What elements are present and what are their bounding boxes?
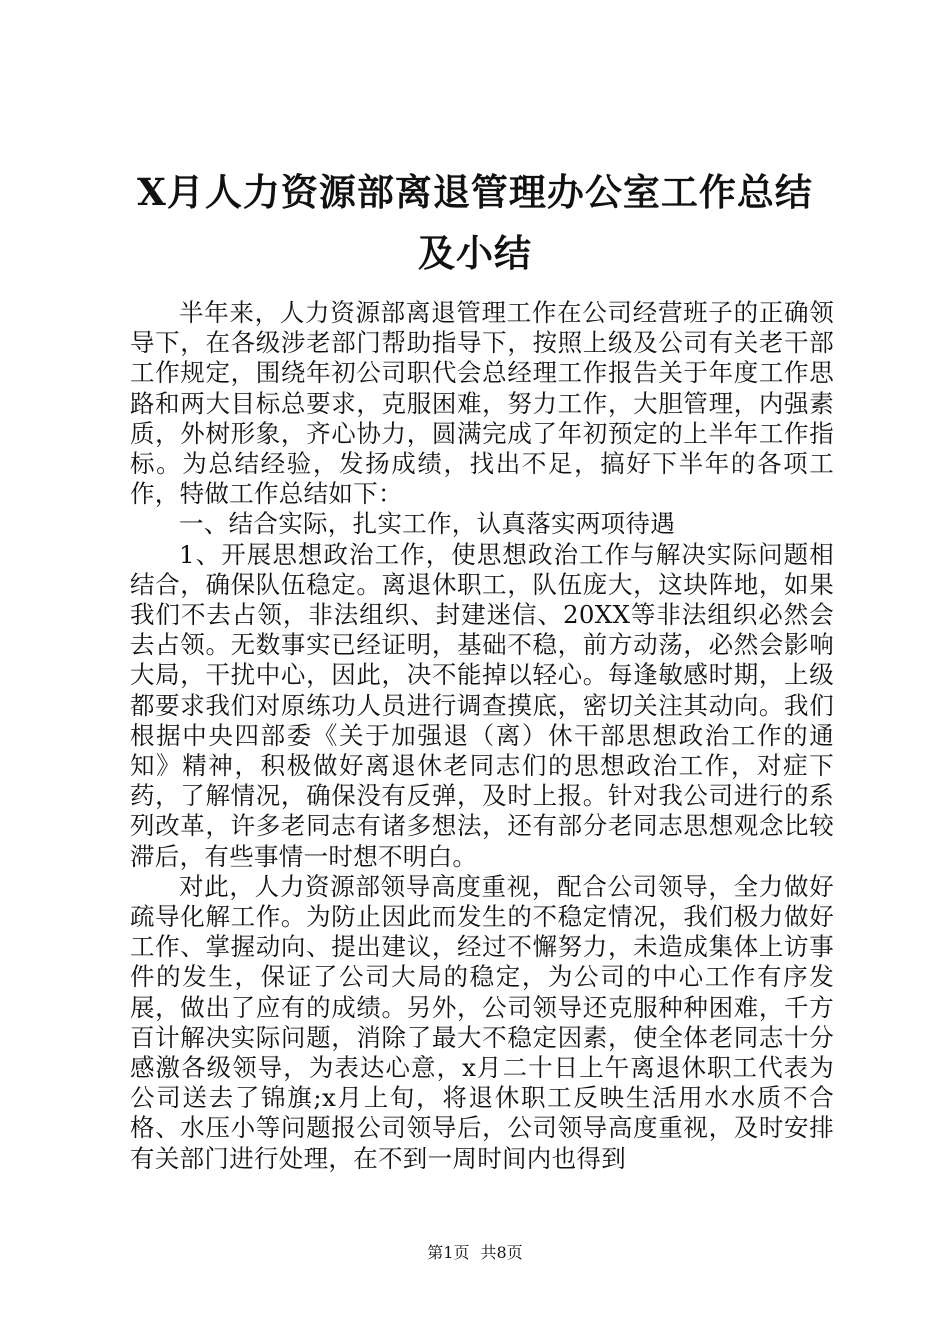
- body-paragraph-intro: 半年来，人力资源部离退管理工作在公司经营班子的正确领导下，在各级涉老部门帮助指导下，按照上级及公司有关老干部工作规定，围绕年初公司职代会总经理工作报告关于年度工作思路和两大目标总要求，克服困难，努力工作，大胆管理，内强素质，外树形象，齐心协力，圆满完成了年初预定的上半年工作指标。为总结经验，发扬成绩，找出不足，搞好下半年的各项工作，特做工作总结如下：: [130, 298, 834, 509]
- body-paragraph-2: 对此，人力资源部领导高度重视，配合公司领导，全力做好疏导化解工作。为防止因此而发生的不稳定情况，我们极力做好工作、掌握动向、提出建议，经过不懈努力，未造成集体上访事件的发生，保证了公司大局的稳定，为公司的中心工作有序发展，做出了应有的成绩。另外，公司领导还克服种种困难，千方百计解决实际问题，消除了最大不稳定因素，使全体老同志十分感激各级领导，为表达心意，x月二十日上午离退休职工代表为公司送去了锦旗;x月上旬，将退休职工反映生活用水水质不合格、水压小等问题报公司领导后，公司领导高度重视，及时安排有关部门进行处理，在不到一周时间内也得到: [130, 871, 834, 1173]
- section-heading-1: 一、结合实际，扎实工作，认真落实两项待遇: [179, 509, 675, 539]
- document-body: [130, 298, 834, 1174]
- document-title: X月人力资源部离退管理办公室工作总结及小结: [137, 170, 813, 275]
- body-paragraph-1: 1、开展思想政治工作，使思想政治工作与解决实际问题相结合，确保队伍稳定。离退休职工，队伍庞大，这块阵地，如果我们不去占领，非法组织、封建迷信、20XX等非法组织必然会去占领。无数事实已经证明，基础不稳，前方动荡，必然会影响大局，干扰中心，因此，决不能掉以轻心。每逢敏感时期，上级都要求我们对原练功人员进行调查摸底，密切关注其动向。我们根据中央四部委《关于加强退（离）休干部思想政治工作的通知》精神，积极做好离退休老同志们的思想政治工作，对症下药，了解情况，确保没有反弹，及时上报。针对我公司进行的系列改革，许多老同志有诸多想法，还有部分老同志思想观念比较滞后，有些事情一时想不明白。: [130, 539, 834, 871]
- page-number: 第1页: [427, 1243, 470, 1262]
- page-total: 共8页: [480, 1243, 523, 1262]
- page-footer: [0, 1243, 950, 1263]
